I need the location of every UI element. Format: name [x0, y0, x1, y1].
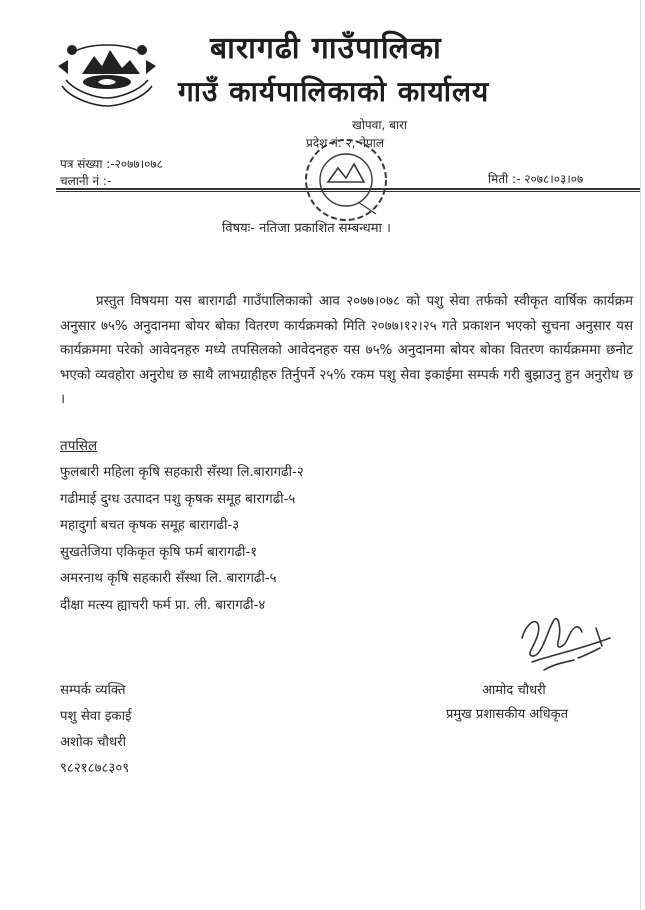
- government-emblem-icon: [52, 30, 162, 110]
- list-item: फुलबारी महिला कृषि सहकारी सँस्था लि.बारागढी-२: [60, 465, 304, 480]
- contact-phone: ९८२१८७८३०९: [60, 761, 130, 776]
- letter-date: मिती :- २०७८।०३।०७: [488, 172, 584, 186]
- signature-icon: [508, 598, 620, 688]
- contact-block: [60, 678, 132, 782]
- dispatch-number: चलानी नं :-: [60, 174, 112, 188]
- beneficiary-list: [60, 460, 304, 620]
- address-line-2: प्रदेश नं. २, नेपाल: [306, 136, 385, 150]
- office-name: गाउँ कार्यपालिकाको कार्यालय: [178, 75, 490, 108]
- contact-person: अशोक चौधरी: [60, 735, 127, 750]
- list-item: अमरनाथ कृषि सहकारी सँस्था लि. बारागढी-५: [60, 571, 277, 587]
- list-item: दीक्षा मत्स्य ह्याचरी फर्म प्रा. ली. बारागढी-४: [60, 597, 266, 613]
- contact-label: सम्पर्क व्यक्ति: [60, 683, 126, 698]
- list-item: महादुर्गा बचत कृषक समूह बारागढी-३: [60, 518, 240, 534]
- page-edge: [640, 0, 641, 910]
- letter-subject: विषयः- नतिजा प्रकाशित सम्बन्धमा ।: [222, 221, 391, 236]
- address-line-1: खोपवा, बारा: [352, 118, 408, 132]
- org-name: बारागढी गाउँपालिका: [210, 31, 442, 66]
- reference-number: पत्र संख्या :-२०७७।०७८: [60, 157, 163, 171]
- contact-unit: पशु सेवा इकाई: [60, 709, 132, 724]
- list-item: सुखतेजिया एकिकृत कृषि फर्म बारागढी-१: [60, 544, 258, 560]
- signatory-title: प्रमुख प्रशासकीय अधिकृत: [446, 707, 569, 722]
- official-stamp-icon: [298, 132, 394, 228]
- list-item: गढीमाई दुग्ध उत्पादन पशु कृषक समूह बारागढी-५: [60, 491, 296, 507]
- letter-body: प्रस्तुत विषयमा यस बारागढी गाउँपालिकाको आव २०७७।०७८ को पशु सेवा तर्फको स्वीकृत वार्षिक कार्यक्रम अनुसार ७५% अनुदानमा बोयर बोका वितरण कार्यक्रमको मिति २०७७।१२।२५ गते प्रकाशन भएको सुचना अनुसार यस कार्यक्रममा परेको आवेदनहरु मध्ये तपसिलको आवेदनहरु यस ७५% अनुदानमा बोयर बोका वितरण कार्यक्रममा छनोट भएको व्यवहोरा अनुरोध छ साथै लाभग्राहीहरु तिर्नुपर्ने २५% रकम पशु सेवा इकाईमा सम्पर्क गरी बुझाउनु हुन अनुरोध छ ।: [60, 294, 633, 408]
- list-title: तपसिल: [60, 438, 98, 454]
- signatory-name: आमोद चौधरी: [482, 683, 546, 698]
